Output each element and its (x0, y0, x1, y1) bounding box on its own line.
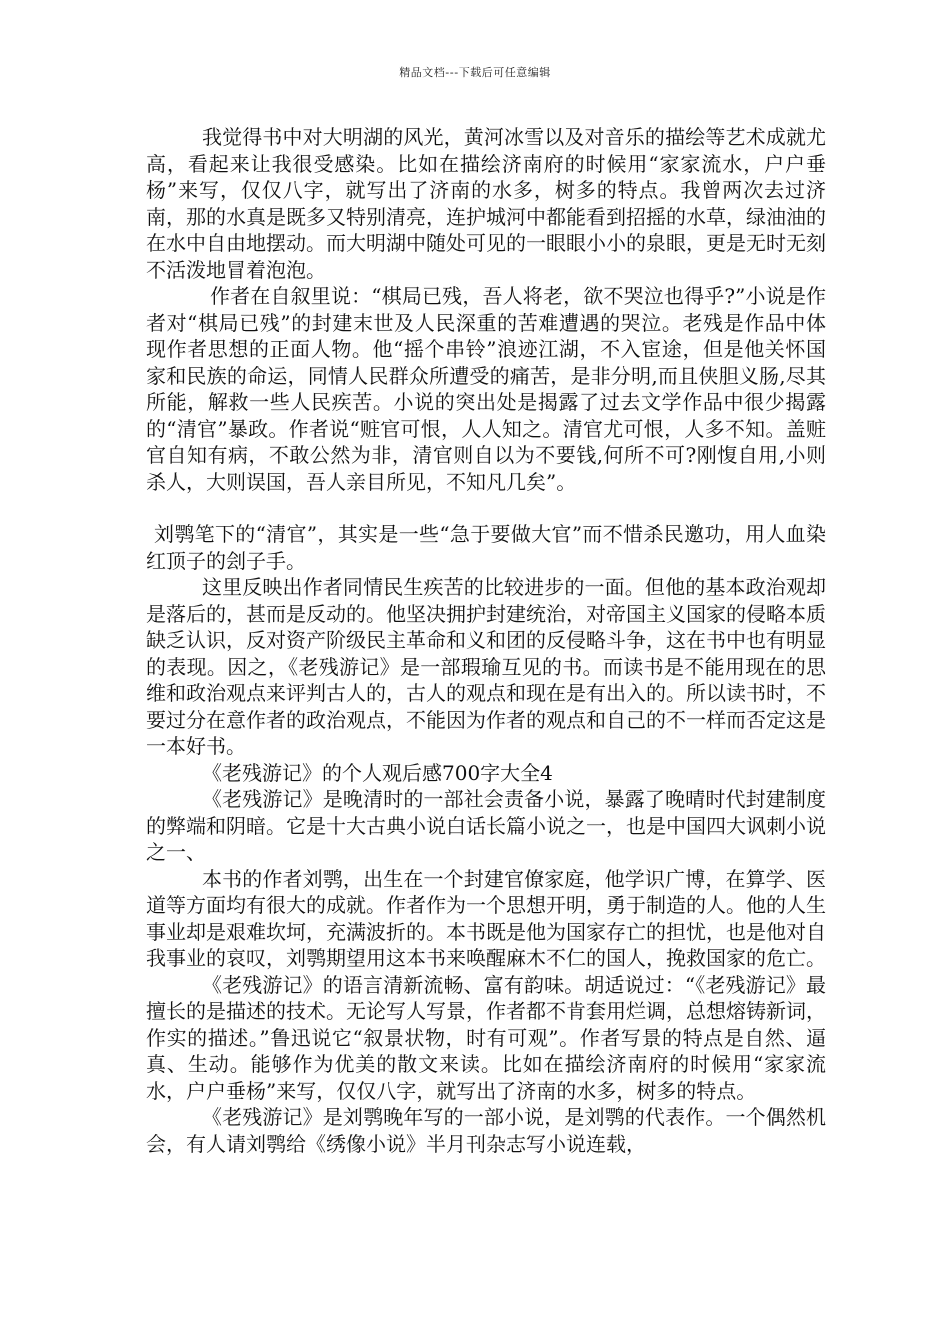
paragraph-4: 这里反映出作者同情民生疾苦的比较进步的一面。但他的基本政治观却是落后的，甚而是反动的。他坚决拥护封建统治，对帝国主义国家的侵略本质缺乏认识，反对资产阶级民主革命和义和团的反侵略斗争，这在书中也有明显的表现。因之，《老残游记》是一部瑕瑜互见的书。而读书是不能用现在的思维和政治观点来评判古人的，古人的观点和现在是有出入的。所以读书时，不要过分在意作者的政治观点，不能因为作者的观点和自己的不一样而否定这是一本好书。 (146, 575, 826, 758)
section-heading: 《老残游记》的个人观后感700字大全4 (202, 760, 553, 785)
page-header: 精品文档---下载后可任意编辑 (399, 66, 551, 79)
paragraph-3: 刘鹗笔下的“清官”，其实是一些“急于要做大官”而不惜杀民邀功，用人血染红顶子的刽子手。 (146, 522, 826, 573)
paragraph-7: 《老残游记》的语言清新流畅、富有韵味。胡适说过：“《老残游记》最擅长的是描述的技术。无论写人写景，作者都不肯套用烂调，总想熔铸新词，作实的描述。”鲁迅说它“叙景状物，时有可观”。作者写景的特点是自然、逼真、生动。能够作为优美的散文来读。比如在描绘济南府的时候用“家家流水，户户垂杨”来写，仅仅八字，就写出了济南的水多，树多的特点。 (146, 972, 826, 1103)
document-body (146, 124, 826, 1157)
paragraph-1: 我觉得书中对大明湖的风光，黄河冰雪以及对音乐的描绘等艺术成就尤高，看起来让我很受感染。比如在描绘济南府的时候用“家家流水，户户垂杨”来写，仅仅八字，就写出了济南的水多，树多的特点。我曾两次去过济南，那的水真是既多又特别清亮，连护城河中都能看到招摇的水草，绿油油的在水中自由地摆动。而大明湖中随处可见的一眼眼小小的泉眼，更是无时无刻不活泼地冒着泡泡。 (146, 125, 826, 282)
paragraph-8: 《老残游记》是刘鹗晚年写的一部小说，是刘鹗的代表作。一个偶然机会，有人请刘鹗给《绣像小说》半月刊杂志写小说连载， (146, 1105, 826, 1156)
paragraph-6: 本书的作者刘鹗，出生在一个封建官僚家庭，他学识广博，在算学、医道等方面均有很大的成就。作者作为一个思想开明，勇于制造的人。他的人生事业却是艰难坎坷，充满波折的。本书既是他为国家存亡的担忧，也是他对自我事业的哀叹，刘鹗期望用这本书来唤醒麻木不仁的国人，挽救国家的危亡。 (146, 866, 826, 970)
paragraph-2: 作者在自叙里说：“棋局已残，吾人将老，欲不哭泣也得乎?”小说是作者对“棋局已残”的封建末世及人民深重的苦难遭遇的哭泣。老残是作品中体现作者思想的正面人物。他“摇个串铃”浪迹江湖，不入宦途，但是他关怀国家和民族的命运，同情人民群众所遭受的痛苦，是非分明,而且侠胆义肠,尽其所能，解救一些人民疾苦。小说的突出处是揭露了过去文学作品中很少揭露的“清官”暴政。作者说“赃官可恨，人人知之。清官尤可恨，人多不知。盖赃官自知有病，不敢公然为非，清官则自以为不要钱,何所不可?刚愎自用,小则杀人，大则误国，吾人亲目所见，不知凡几矣”。 (146, 284, 826, 494)
paragraph-5: 《老残游记》是晚清时的一部社会责备小说，暴露了晚晴时代封建制度的弊端和阴暗。它是十大古典小说白话长篇小说之一，也是中国四大讽刺小说之一、 (146, 787, 826, 864)
